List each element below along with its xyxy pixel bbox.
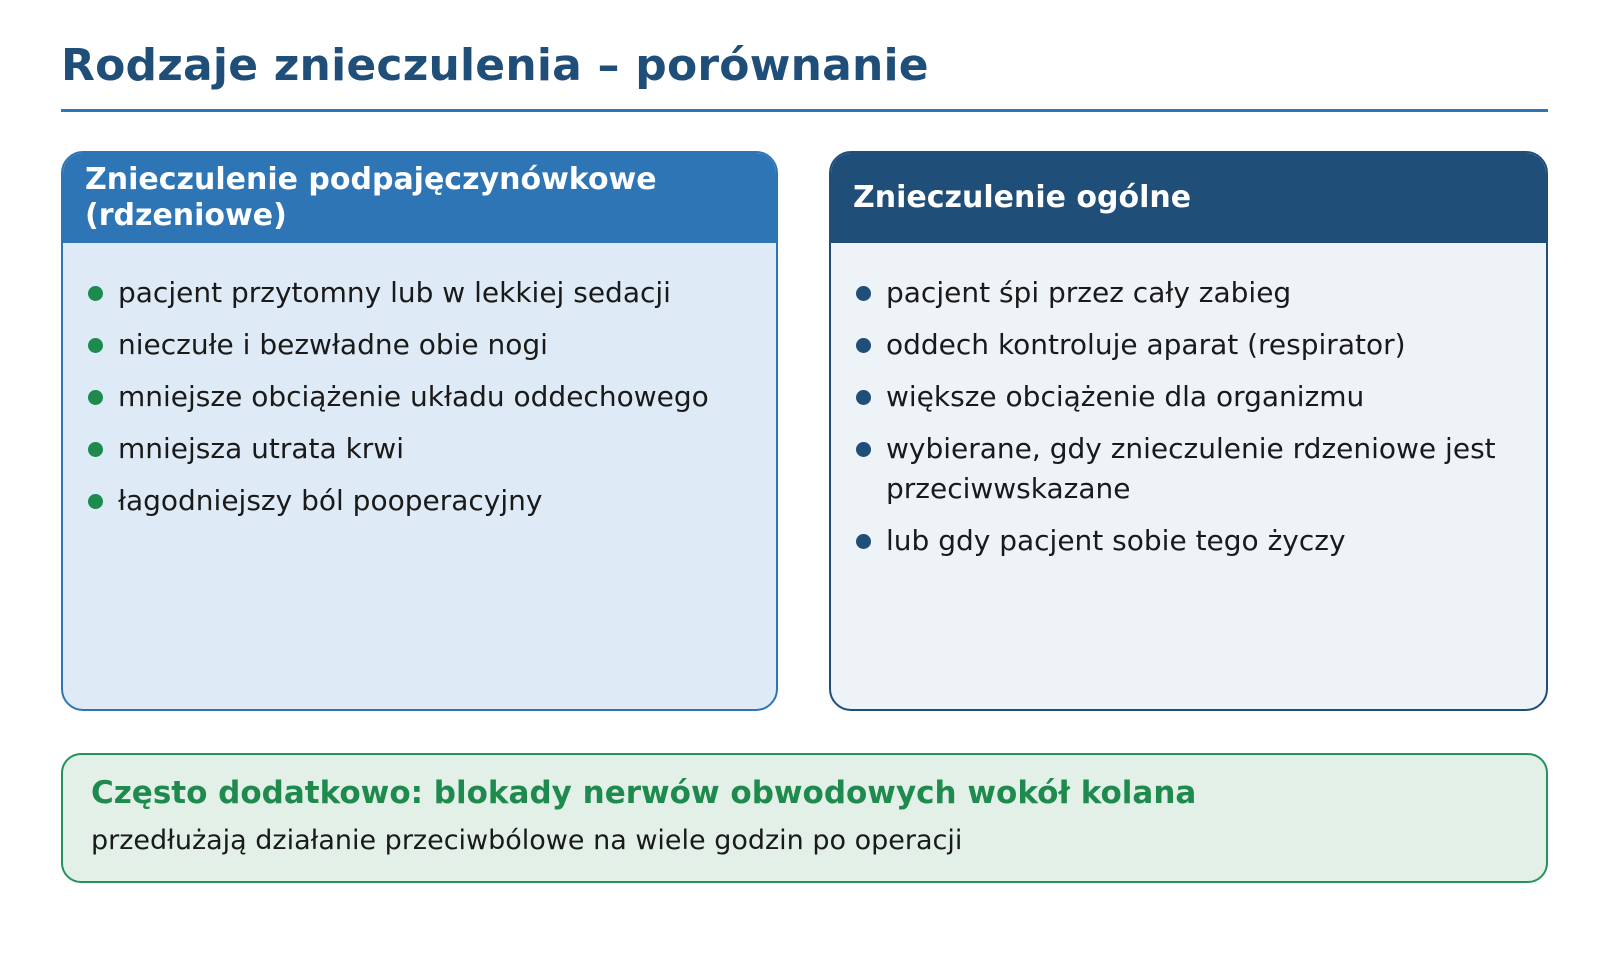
bullet-dot-icon bbox=[856, 442, 871, 457]
bullet-dot-icon bbox=[88, 286, 103, 301]
list-item bbox=[831, 377, 1546, 417]
list-item-text: mniejsze obciążenie układu oddechowego bbox=[118, 380, 709, 413]
list-item bbox=[63, 429, 776, 469]
general-anesthesia-list bbox=[831, 273, 1546, 573]
spinal-anesthesia-list bbox=[63, 273, 776, 533]
list-item-text: lub gdy pacjent sobie tego życzy bbox=[886, 524, 1346, 557]
bullet-dot-icon bbox=[88, 442, 103, 457]
bullet-dot-icon bbox=[856, 286, 871, 301]
list-item bbox=[63, 273, 776, 313]
title-underline bbox=[61, 109, 1548, 112]
list-item bbox=[63, 481, 776, 521]
list-item-text: pacjent przytomny lub w lekkiej sedacji bbox=[118, 276, 671, 309]
bullet-dot-icon bbox=[856, 534, 871, 549]
list-item-text: mniejsza utrata krwi bbox=[118, 432, 404, 465]
page-title: Rodzaje znieczulenia – porównanie bbox=[61, 40, 929, 91]
general-anesthesia-card bbox=[829, 151, 1548, 711]
bullet-dot-icon bbox=[88, 338, 103, 353]
list-item-text: wybierane, gdy znieczulenie rdzeniowe jest przeciwwskazane bbox=[886, 432, 1496, 505]
list-item bbox=[831, 325, 1546, 365]
list-item-text: oddech kontroluje aparat (respirator) bbox=[886, 328, 1406, 361]
bullet-dot-icon bbox=[88, 390, 103, 405]
spinal-anesthesia-header: Znieczulenie podpajęczynówkowe (rdzeniowe) bbox=[63, 153, 776, 243]
spinal-anesthesia-card bbox=[61, 151, 778, 711]
list-item-text: większe obciążenie dla organizmu bbox=[886, 380, 1365, 413]
list-item-text: nieczułe i bezwładne obie nogi bbox=[118, 328, 548, 361]
bullet-dot-icon bbox=[88, 494, 103, 509]
list-item-text: łagodniejszy ból pooperacyjny bbox=[118, 484, 543, 517]
list-item bbox=[831, 273, 1546, 313]
bullet-dot-icon bbox=[856, 338, 871, 353]
nerve-block-note bbox=[61, 753, 1548, 883]
general-anesthesia-header: Znieczulenie ogólne bbox=[831, 153, 1546, 243]
note-title: Często dodatkowo: blokady nerwów obwodowych wokół kolana bbox=[91, 775, 1197, 811]
list-item bbox=[831, 521, 1546, 561]
list-item bbox=[831, 429, 1546, 509]
list-item bbox=[63, 377, 776, 417]
bullet-dot-icon bbox=[856, 390, 871, 405]
list-item-text: pacjent śpi przez cały zabieg bbox=[886, 276, 1292, 309]
list-item bbox=[63, 325, 776, 365]
note-text: przedłużają działanie przeciwbólowe na wiele godzin po operacji bbox=[91, 825, 963, 856]
